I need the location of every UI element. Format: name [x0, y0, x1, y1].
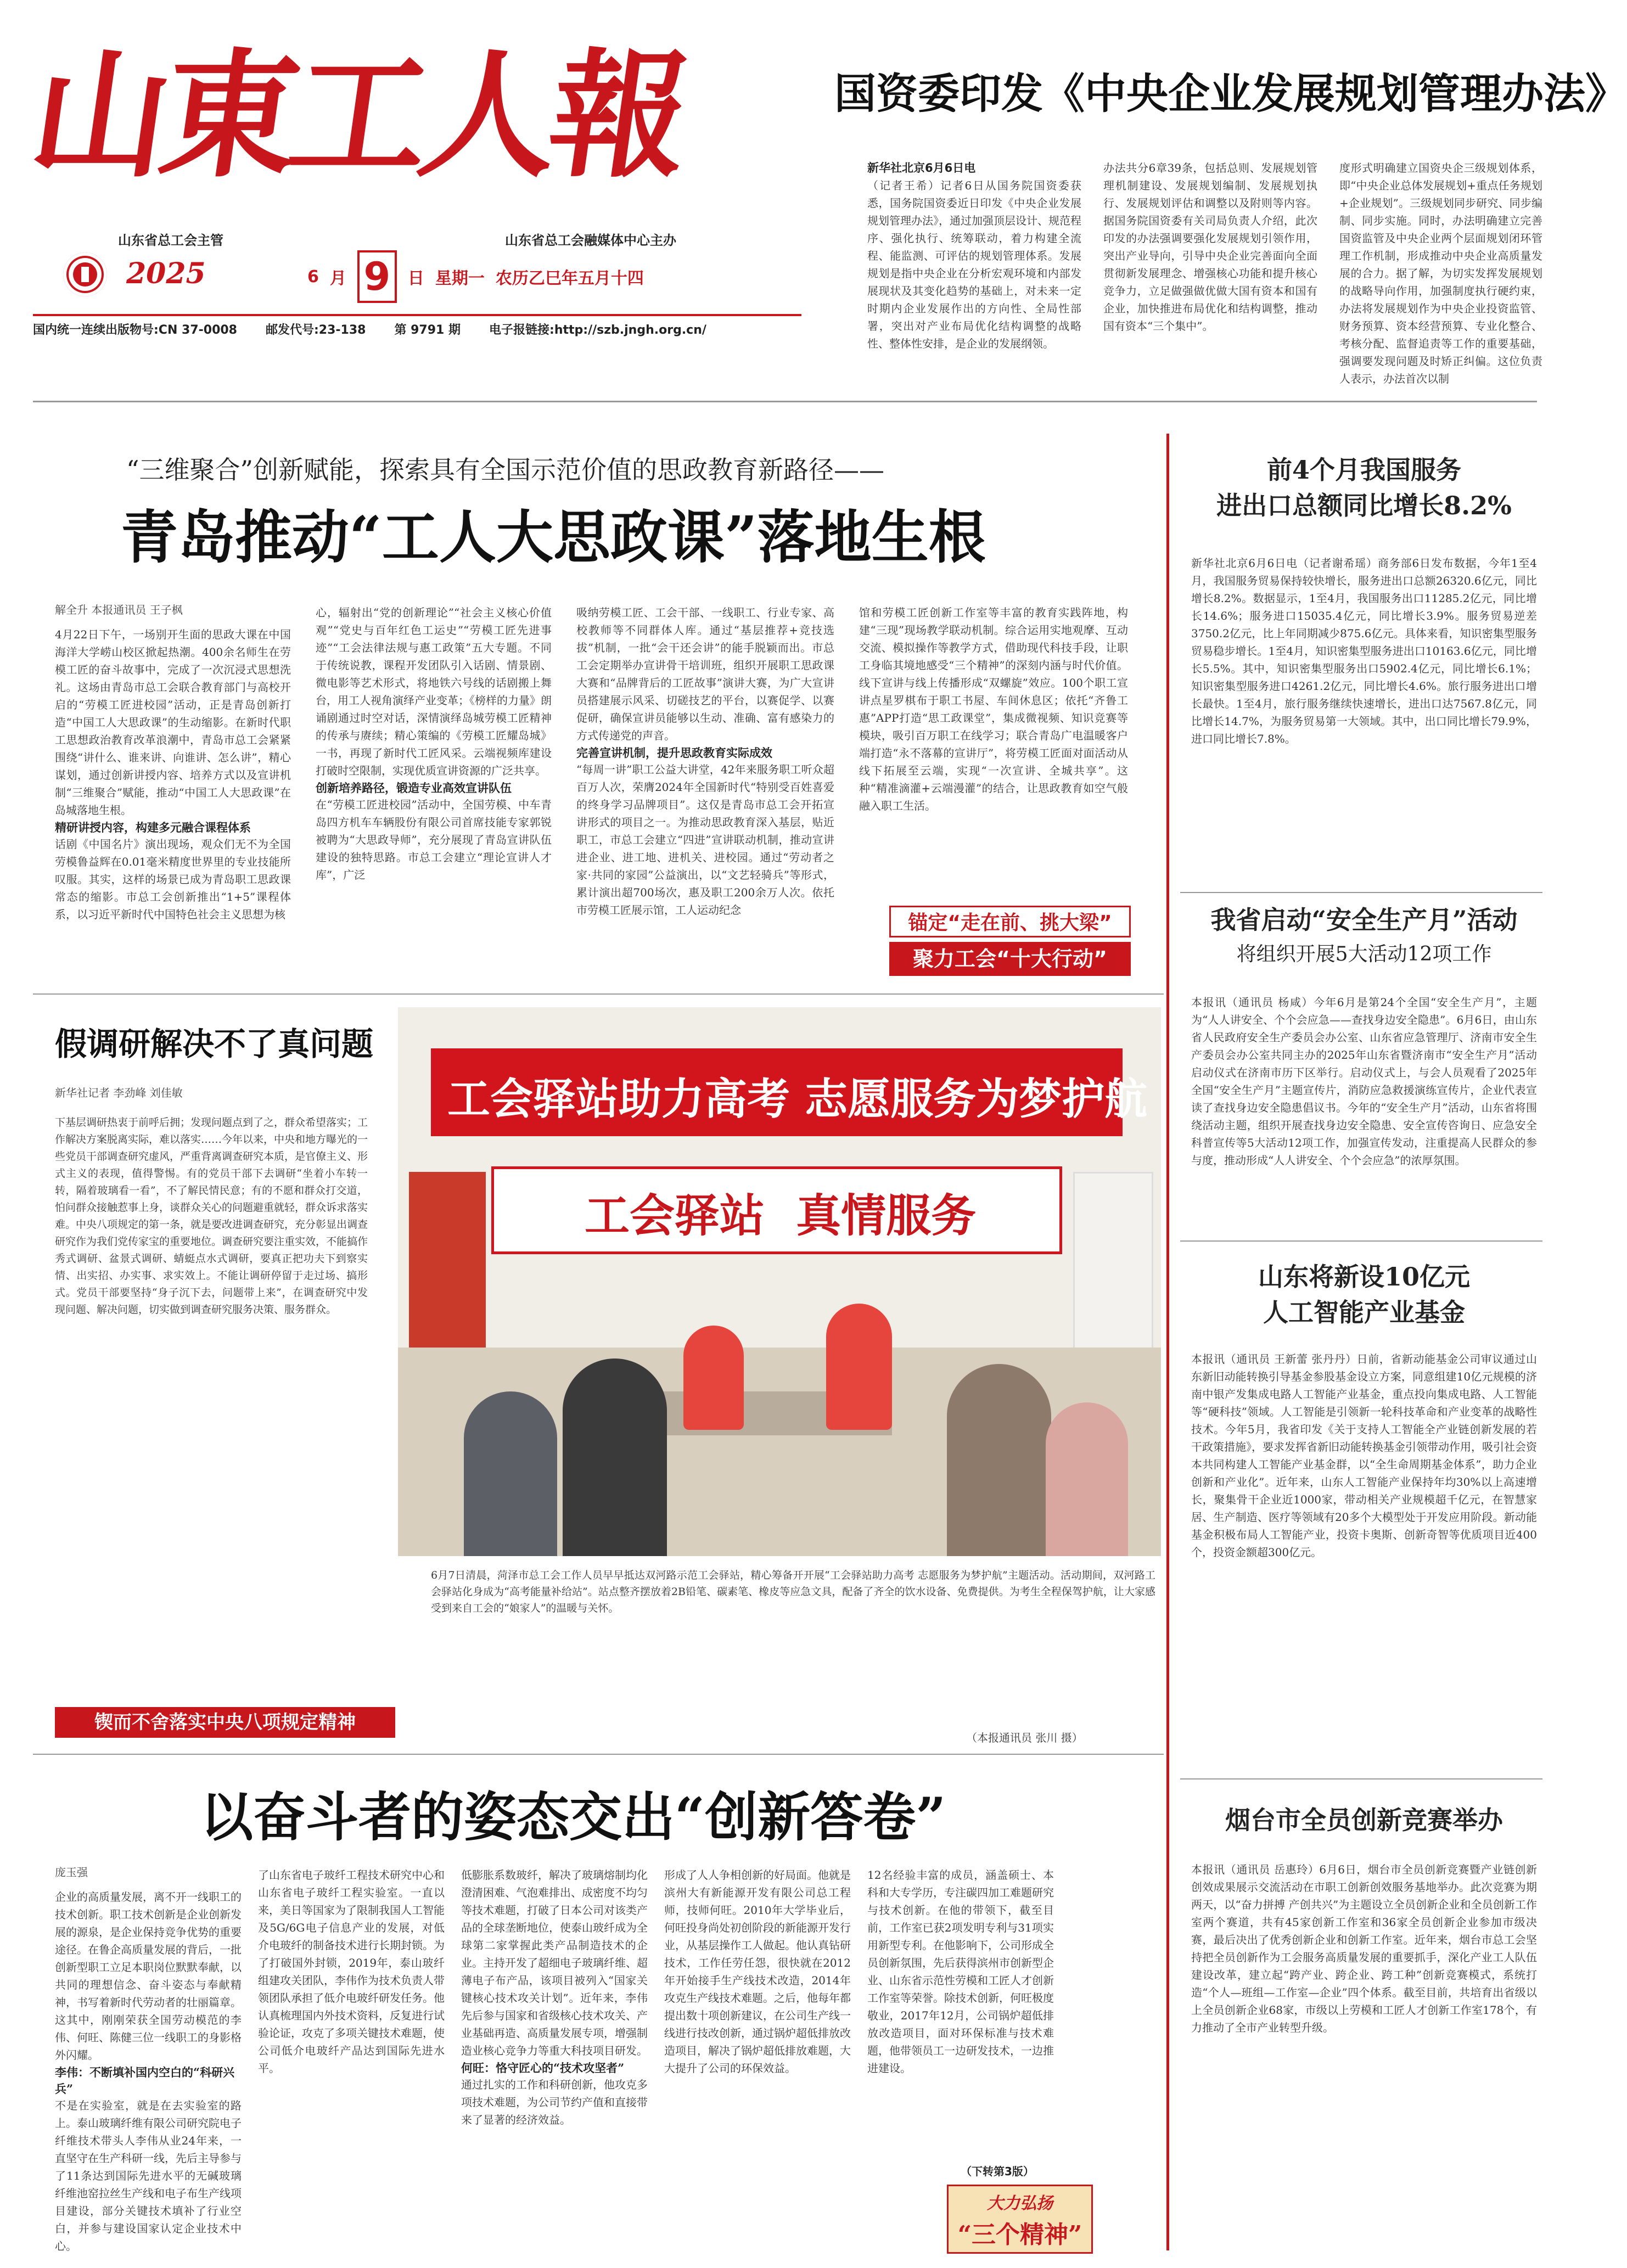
main-col-2-text: 心，辐射出“党的创新理论”“社会主义核心价值观”“党史与百年红色工运史”“劳模工匠先进事迹”“工会法律法规与惠工政策”五大专题。不同于传统说教，课程开发团队引入话剧、情景剧、微电影等艺术形式，将地铁六号线的话剧搬上舞台，用工人视角演绎产业变革；《榜样的力量》朗诵剧通过时空对话，深情演绎岛城劳模工匠精神的传承与赓续；精心策编的《劳模工匠耀岛城》一书，再现了新时代工匠风采。云端视频库建设打破时空限制，实现优质宣讲资源的广泛共享。 — [316, 606, 552, 777]
feature-col-5: 12名经验丰富的成员，涵盖硕士、本科和大专学历，专注碳四加工难题研究与技术创新。在他的带领下，截至目前，工作室已获2项发明专利与31项实用新型专利。在他影响下，公司形成全员创新氛围，先后获得滨州市创新型企业、山东省示范性劳模和工匠人才创新工作室等荣誉。除技术创新，何旺极度敬业，2017年12月，公司锅炉超低排放改造项目，面对环保标准与技术难题，他带领员工一边研发技术，一边推进建设。 — [867, 1868, 1054, 2075]
photo-volunteer-2 — [826, 1304, 892, 1430]
feature-col-4: 形成了人人争相创新的好局面。他就是滨州大有新能源开发有限公司总工程师，技师何旺。2010年大学毕业后，何旺投身尚处初创阶段的新能源开发行业，从基层操作工人做起。他认真钻研技术，工作任劳任怨，很快就在2012年开始接手生产线技术改造，2014年攻克生产线技术难题。之后，他每年都提出数十项创新建议，在公司生产线一线进行技改创新，通过锅炉超低排放改造项目，解决了锅炉超低排放难题，大大提升了公司的环保效益。 — [664, 1868, 851, 2075]
news-photo — [398, 1007, 1161, 1556]
main-col-2 — [316, 604, 552, 966]
main-subhead-1: 精研讲授内容，构建多元融合课程体系 — [55, 821, 251, 834]
main-col-3-text: 吸纳劳模工匠、工会干部、一线职工、行业专家、高校教师等不同群体人库。通过“基层推荐+竞技选拔”机制，一批“会干还会讲”的能手脱颖而出。市总工会定期举办宣讲骨干培训班，组织开展职工思政课大赛和“品牌背后的工匠故事”演讲大赛，为广大宣讲员搭建展示风采、切磋技艺的平台，以赛促学、以赛促研，确保宣讲员能够以生动、准确、富有感染力的方式传递党的声音。 — [576, 606, 834, 742]
issue-line — [33, 321, 801, 338]
slogan-line-1: 锚定“走在前、挑大梁” — [889, 906, 1131, 937]
photo-caption: 6月7日清晨，菏泽市总工会工作人员早早抵达双河路示范工会驿站，精心筹备开开展“工会驿站助力高考 志愿服务为梦护航”主题活动。活动期间，双河路工会驿站化身成为“高考能量补给站”。站点整齐摆放着2B铅笔、碳素笔、橡皮等应急文具，配备了齐全的饮水设备、免费提供。为考生全程保驾护航，让大家感受到来自工会的“娘家人”的温暖与关怀。 — [431, 1569, 1155, 1614]
feature-col-3b-text: 通过扎实的工作和科研创新，他攻克多项技术难题，为公司节约产值和直接带来了显著的经济效益。 — [461, 2078, 648, 2126]
lead-title: 国资委印发《中央企业发展规划管理办法》 — [834, 69, 1627, 118]
right-story-3-title-1: 山东将新设10亿元 — [1258, 1262, 1470, 1292]
research-title: 假调研解决不了真问题 — [55, 1025, 374, 1063]
research-banner: 锲而不舍落实中央八项规定精神 — [55, 1707, 395, 1738]
slogan-box — [889, 906, 1131, 977]
emblem-icon — [63, 252, 107, 296]
spirit-stamp — [947, 2185, 1093, 2254]
main-col-2b-text: 在“劳模工匠进校园”活动中，全国劳模、中车青岛四方机车车辆股份有限公司首席技能专家郭锐被聘为“大思政导师”，充分展现了青岛宣讲队伍建设的独特思路。市总工会建立“理论宣讲人才库”，广泛 — [316, 798, 552, 882]
sponsor-left: 山东省总工会主管 — [118, 233, 223, 248]
lead-col-3: 度形式明确建立国资央企三级规划体系，即“中央企业总体发展规划+重点任务规划+企业规划”。三级规划同步研究、同步编制、同步实施。同时，办法明确建立完善国资监管及中央企业两个层面规划闭环管理工作机制，形成推动中央企业高质量发展的合力。据了解，为切实发挥发展规划的战略导向作用，加强制度执行硬约束，办法将发展规划作为中央企业投资监管、财务预算、资本经营预算、专业化整合、考核分配、监督追责等工作的重要基础，强调要发现问题及时矫正纠偏。这位负责人表示，办法首次以制 — [1339, 161, 1542, 385]
right-story-1-text: 新华社北京6月6日电（记者谢希瑶）商务部6日发布数据，今年1至4月，我国服务贸易保持较快增长，服务进出口总额26320.6亿元，同比增长8.2%。数据显示，1至4月，我国服务出口11285.2亿元，同比增长14.6%；服务进口15035.4亿元，同比增长3.9%。服务贸易逆差3750.2亿元，比上年同期减少875.6亿元。具体来看，知识密集型服务贸易稳步增长。1至4月，知识密集型服务进出口10163.6亿元，同比增长5.5%。其中，知识密集型服务出口5902.4亿元，同比增长6.1%；知识密集型服务进口4261.2亿元，同比增长4.6%。旅行服务进出口增长最快。1至4月，旅行服务继续快速增长，进出口达7567.8亿元，同比增长14.7%，为服务贸易第一大领域。其中，出口同比增长79.9%，进口同比增长7.8%。 — [1191, 557, 1537, 745]
main-col-1 — [55, 626, 291, 966]
mid-divider — [33, 993, 1164, 995]
right-story-1-title-2: 进出口总额同比增长8.2% — [1216, 491, 1512, 520]
research-text: 下基层调研热衷于前呼后拥；发现问题点到了之，群众希望落实；工作解决方案脱离实际，难以落实……今年以来，中央和地方曝光的一些党员干部调查研究虚风，严重背离调查研究本质，是官僚主义、形式主义的表现，值得警惕。有的党员干部下去调研“坐着小车转一转，隔着玻璃看一看”，不了解民情民意；有的不愿和群众打交道，怕问群众接触惹事上身，谈群众关心的问题避重就轻，群众诉求落实难。中央八项规定的第一条，就是要改进调查研究，充分彰显出调查研究作为我们党传家宝的重要地位。调查研究要注重实效，不能搞作秀式调研、盆景式调研、蜻蜓点水式调研，要真正把功夫下到察实情、出实招、办实事、求实效上。不能让调研停留于走过场、搞形式。党员干部要坚持“身子沉下去，问题带上来”，在调查研究中发现问题、解决问题，切实做到调查研究服务决策、服务群众。 — [55, 1116, 368, 1316]
feature-col-3-text: 低膨胀系数玻纤，解决了玻璃熔制均化澄清困难、气泡难排出、成密度不均匀等技术难题，打破了日本公司对该类产品的全球垄断地位，使泰山玻纤成为全球第二家掌握此类产品制造技术的企业。主持开发了超细电子玻璃纤维、超薄电子布产品，该项目被列入“国家关键核心技术攻关计划”。近年来，李伟先后参与国家和省级核心技术攻关、产业基础再造、高质量发展专项，增强制造业核心竞争力等重大科技项目研发。 — [461, 1868, 648, 2057]
feature-col-1-text: 企业的高质量发展，离不开一线职工的技术创新。职工技术创新是企业创新发展的源泉，是企业保持竞争优势的重要途径。在鲁企高质量发展的背后，一批创新型职工立足本职岗位默默奉献，以共同的理想信念、奋斗姿态与奉献精神，书写着新时代劳动者的壮丽篇章。这其中，刚刚荣获全国劳动模范的李伟、何旺、陈健三位一线职工的身影格外闪耀。 — [55, 1890, 242, 2062]
right-story-3-text: 本报讯（通讯员 王新蕾 张丹丹）日前，省新动能基金公司审议通过山东新旧动能转换引导基金参股基金设立方案，同意组建10亿元规模的济南中银产发集成电路人工智能产业基金，重点投向集成电路、人工智能等“硬科技”领域。人工智能是引领新一轮科技革命和产业变革的战略性技术。今年5月，我省印发《关于支持人工智能全产业链创新发展的若干政策措施》，要求发挥省新旧动能转换基金引领带动作用，吸引社会资本共同构建人工智能产业基金群，以“全生命周期基金体系”，助力企业创新和产业化”。近年来，山东人工智能产业保持年均30%以上高速增长，聚集骨干企业近1000家，带动相关产业规模超千亿元，在智慧家居、生产制造、医疗等领域有20多个大模型处于开发应用阶段。新动能基金积极布局人工智能产业，投资卡奥斯、创新奇智等优质项目近400个，投资金额超300亿元。 — [1191, 1352, 1537, 1559]
feature-continued: （下转第3版） — [961, 2165, 1034, 2178]
right-story-2-title: 我省启动“安全生产月”活动 — [1210, 905, 1518, 935]
photo-credit: （本报通讯员 张川 摄） — [966, 1731, 1083, 1744]
date-month-unit: 月 — [329, 269, 346, 288]
photo-person-1 — [563, 1358, 667, 1556]
lead-byline: 新华社北京6月6日电 — [867, 161, 976, 175]
date-month: 6 — [307, 267, 319, 287]
date-day-unit: 日 — [407, 269, 424, 288]
sponsor-right: 山东省总工会融媒体中心主办 — [505, 233, 676, 248]
feature-col-1 — [55, 1888, 242, 2253]
lead-col-1: （记者王希）记者6日从国务院国资委获悉，国务院国资委近日印发《中央企业发展规划管理办法》，通过加强顶层设计、规范程序、强化执行、统筹联动，着力构建全流程、能监测、可评估的规划管理体系。发展规划是指中央企业在分析宏观环境和内部发展现状及其变化趋势的基础上，对未来一定时期内企业发展作出的方向性、全局性部署，突出对产业布局优化结构调整的战略性、整体性安排，是企业的发展纲领。 — [867, 179, 1081, 350]
masthead-logo: 山東工人報 — [21, 35, 692, 196]
feature-byline: 庞玉强 — [55, 1866, 88, 1879]
feature-col-3 — [461, 1866, 648, 2239]
right-column-rule — [1166, 434, 1169, 2250]
right-story-2-subtitle: 将组织开展5大活动12项工作 — [1236, 943, 1492, 965]
feature-col-2: 了山东省电子玻纤工程技术研究中心和山东省电子玻纤工程实验室。一直以来，美日等国家为了限制我国人工智能及5G/6G电子信息产业的发展，对低介电玻纤的制备技术进行长期封锁。为了打破国外封锁，2019年，泰山玻纤组建攻关团队，李伟作为技术负责人带领团队承担了低介电玻纤研发任务。他认真梳理国内外技术资料，反复进行试验论证，攻克了多项关键技术难题，使公司低介电玻纤产品达到国际先进水平。 — [258, 1868, 445, 2075]
right-divider-2 — [1180, 1240, 1542, 1242]
main-col-3b-text: “每周一讲”职工公益大讲堂，42年来服务职工听众超百万人次，荣膺2024年全国新时代“特别受百姓喜爱的终身学习品牌项目”。这仅是青岛市总工会开拓宣讲形式的项目之一。为推动思政教育深入基层，贴近职工，市总工会建立“四进”宣讲联动机制，推动宣讲进企业、进工地、进机关、进校园。通过“劳动者之家·共同的家园”公益演出，以“文艺轻骑兵”等形式，累计演出超700场次，惠及职工200余万人次。依托市劳模工匠展示馆，工人运动纪念 — [576, 763, 834, 917]
lower-divider — [33, 1754, 1164, 1755]
right-story-2-text: 本报讯（通讯员 杨咸）今年6月是第24个全国“安全生产月”，主题为“人人讲安全、个个会应急——查找身边安全隐患”。6月6日，由山东省人民政府安全生产委员会办公室、山东省应急管理厅、济南市安全生产委员会办公室共同主办的2025年山东省暨济南市“安全生产月”活动启动仪式在济南市历下区举行。启动仪式上，与会人员观看了2025年全国“安全生产月”主题宣传片，消防应急救援演练宣传片，企业代表宣读了查找身边安全隐患倡议书。今年的“安全生产月”活动，山东省将围绕活动主题，组织开展查找身边安全隐患、安全宣传咨询日、应急安全科普宣传等5大活动12项工作，加强宣传发动，注重提高人民群众的参与度，推动形成“人人讲安全、个个会应急”的浓厚氛围。 — [1191, 996, 1537, 1167]
photo-person-4 — [1046, 1402, 1128, 1556]
feature-title: 以奋斗者的姿态交出“创新答卷” — [200, 1786, 946, 1848]
union-emblem — [63, 252, 107, 296]
right-story-3-title-2: 人工智能产业基金 — [1263, 1298, 1465, 1327]
masthead-rule — [33, 314, 801, 316]
main-kicker: “三维聚合”创新赋能，探索具有全国示范价值的思政教育新路径—— — [126, 455, 885, 485]
right-story-1-title-1: 前4个月我国服务 — [1266, 455, 1461, 485]
date-lunar: 农历乙巳年五月十四 — [495, 269, 644, 288]
feature-subhead-1: 李伟：不断填补国内空白的“科研兴兵” — [55, 2065, 235, 2096]
right-divider-3 — [1180, 1778, 1542, 1779]
right-story-4-title: 烟台市全员创新竞赛举办 — [1225, 1805, 1503, 1835]
spirit-stamp-line-1: 大力弘扬 — [987, 2194, 1053, 2213]
main-col-4: 馆和劳模工匠创新工作室等丰富的教育实践阵地，构建“三现”现场教学联动机制。综合运用实地观摩、互动交流、模拟操作等教学方式，借助现代科技手段，让职工身临其境地感受“三个精神”的深刻内涵与时代价值。线下宣讲与线上传播形成“双螺旋”效应。100个职工宣讲点星罗棋布于职工书屋、车间休息区；依托“齐鲁工惠”APP打造“思工政课堂”，集成微视频、知识竞赛等模块，吸引百万职工在线学习；联合青岛广电温暖客户端打造“永不落幕的宣讲厅”，将劳模工匠面对面活动从线下拓展至云端，实现“一次宣讲、全城共享”。这种“精准滴灌+云端漫灌”的结合，让思政教育如空气般融入职工生活。 — [859, 606, 1128, 812]
date-day: 9 — [357, 250, 397, 303]
main-byline: 解全升 本报通讯员 王子枫 — [55, 603, 183, 616]
slogan-line-2: 聚力工会“十大行动” — [889, 942, 1131, 976]
photo-sign-text: 工会驿站 真情服务 — [585, 1189, 977, 1242]
main-col-3 — [576, 604, 834, 966]
right-story-4-text: 本报讯（通讯员 岳惠玲）6月6日，烟台市全员创新竞赛暨产业链创新创效成果展示交流活动在市职工创新创效服务基地举办。此次竞赛为期两天，以“奋力拼搏 产创共兴”为主题设立全员创新企业和全员创新工作室两个赛道，共有45家创新工作室和36家全员创新企业参加市级决赛，最后决出了优秀创新企业和创新工作室。近年来，烟台市总工会坚持把全员创新作为工会服务高质量发展的重要抓手，深化产业工人队伍建设改革，建立起“跨产业、跨企业、跨工种”创新竞赛模式，系统打造“个人—班组—工作室—企业”四个体系。截至目前，共培育出省级以上全员创新企业68家，市级以上劳模和工匠人才创新工作室178个，有力推动了全市产业转型升级。 — [1191, 1863, 1537, 2034]
eedition-link[interactable]: 电子报链接:http://szb.jngh.org.cn/ — [489, 323, 706, 337]
main-subhead-3: 完善宣讲机制，提升思政教育实际成效 — [576, 746, 772, 760]
feature-col-1b-text: 不是在实验室，就是在去实验室的路上。泰山玻璃纤维有限公司研究院电子纤维技术带头人李伟从业24年来，一直坚守在生产科研一线，先后主导参与了11条达到国际先进水平的无碱玻璃纤维池窑拉丝生产线和电子布生产线项目建设，部分关键技术填补了行业空白，并参与建设国家认定企业技术中心。 — [55, 2099, 242, 2253]
photo-person-3 — [947, 1364, 1051, 1556]
right-divider-1 — [1180, 892, 1542, 893]
main-title: 青岛推动“工人大思政课”落地生根 — [121, 503, 986, 571]
masthead-year: 2025 — [126, 257, 206, 290]
research-byline: 新华社记者 李劲峰 刘佳敏 — [55, 1086, 183, 1099]
postal-code: 邮发代号:23-138 — [266, 323, 366, 337]
feature-subhead-3: 何旺：恪守匠心的“技术攻坚者” — [461, 2061, 625, 2075]
cn-number: 国内统一连续出版物号:CN 37-0008 — [33, 323, 237, 337]
lead-col-2: 办法共分6章39条，包括总则、发展规划管理机制建设、发展规划编制、发展规划执行、发展规划评估和调整以及附则等内容。据国务院国资委有关司局负责人介绍，此次印发的办法强调要强化发展规划引领作用，突出产业导向，引导中央企业完善面向全面贯彻新发展理念、增强核心功能和提升核心竞争力，立足做强做优做大国有资本和国有企业，加快推进布局优化和结构调整，推动国有资本“三个集中”。 — [1103, 161, 1317, 333]
top-divider — [33, 401, 1537, 402]
main-col-1-text: 4月22日下午，一场别开生面的思政大课在中国海洋大学崂山校区掀起热潮。400余名师生在劳模工匠的奋斗故事中，完成了一次沉浸式思想洗礼。这场由青岛市总工会联合教育部门与高校开启的“劳模工匠进校园”活动，正是青岛创新打造“中国工人大思政课”的生动缩影。在新时代职工思想政治教育改革浪潮中，青岛市总工会紧紧围绕“讲什么、谁来讲、向谁讲、怎么讲”，精心谋划，通过创新讲授内容、培养方式以及宣讲机制“三维聚合”赋能，推动“中国工人大思政课”在岛城落地生根。 — [55, 628, 291, 817]
main-subhead-2: 创新培养路径，锻造专业高效宣讲队伍 — [316, 781, 512, 795]
main-col-1b-text: 话剧《中国名片》演出现场，观众们无不为全国劳模鲁益辉在0.01毫米精度世界里的专业技能所叹服。其实，这样的场景已成为青岛职工思政课常态的缩影。市总工会创新推出“1+5”课程体系，以习近平新时代中国特色社会主义思想为核 — [55, 838, 291, 921]
photo-person-2 — [464, 1391, 557, 1556]
spirit-stamp-line-2: “三个精神” — [957, 2221, 1082, 2249]
date-line — [307, 254, 644, 299]
issue-number: 第 9791 期 — [394, 323, 461, 337]
photo-volunteer-1 — [683, 1326, 744, 1430]
date-weekday: 星期一 — [435, 269, 485, 288]
photo-banner-text: 工会驿站助力高考 志愿服务为梦护航 — [447, 1074, 1148, 1124]
